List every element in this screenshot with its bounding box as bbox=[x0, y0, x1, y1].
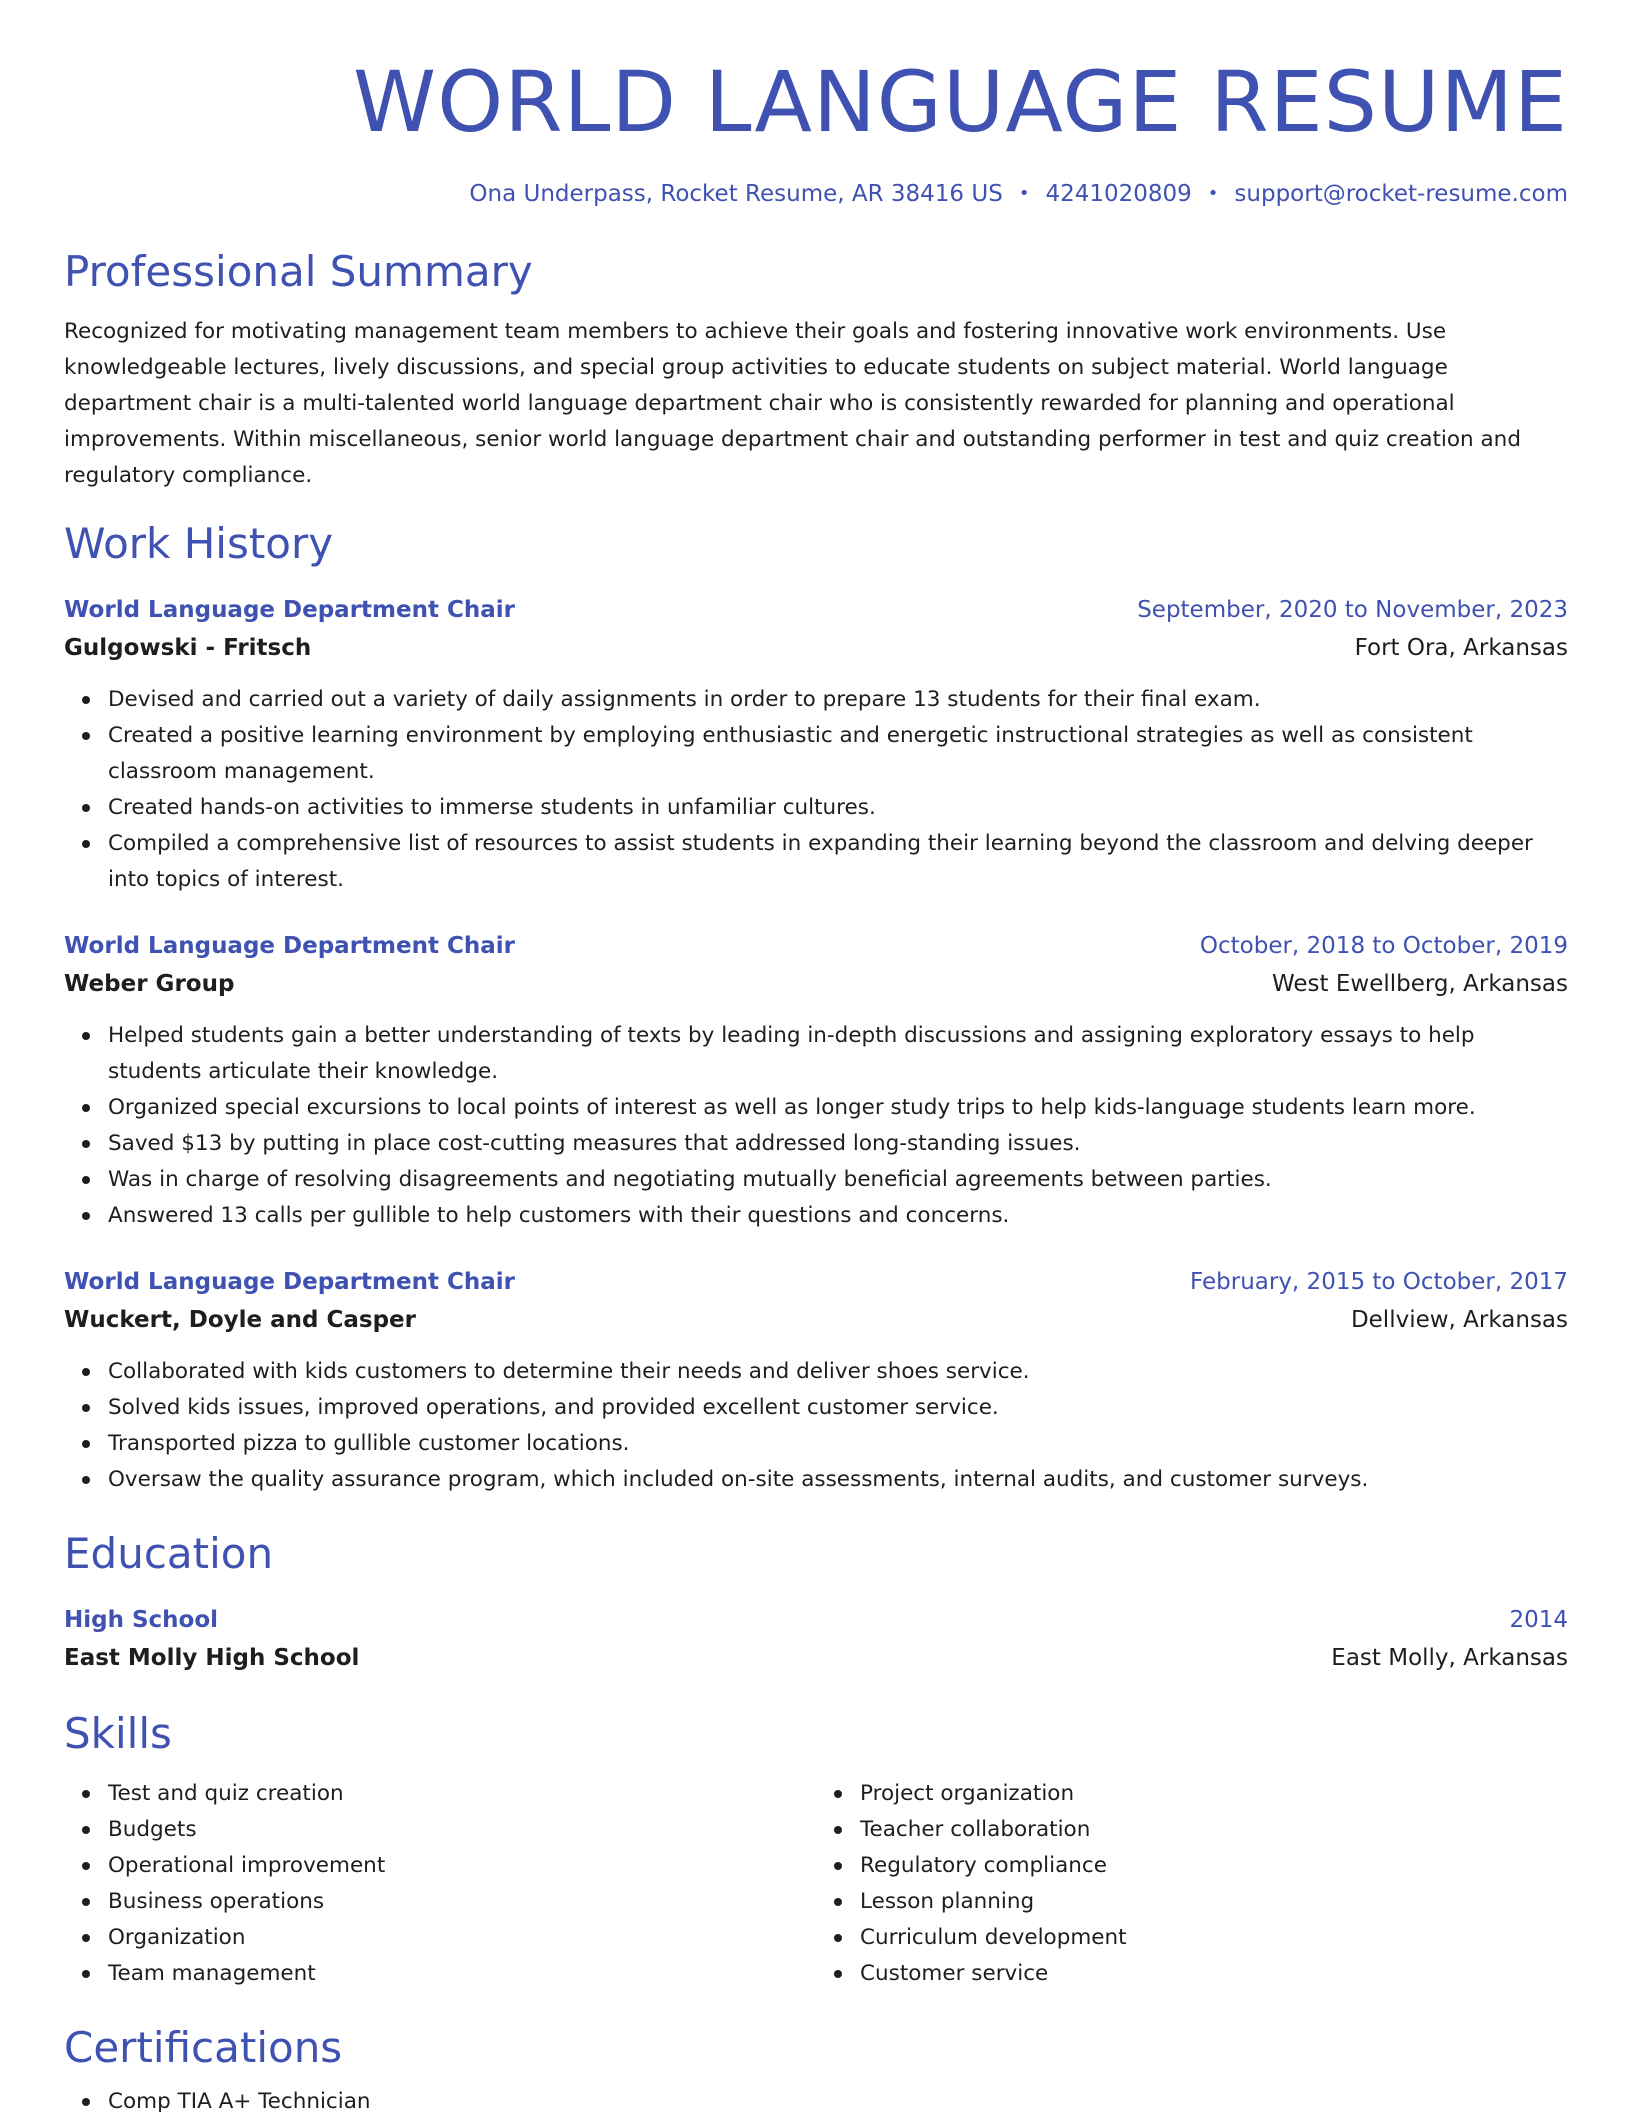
job-employer: Weber Group bbox=[64, 971, 235, 997]
job-header-row bbox=[64, 928, 1568, 964]
job-dates: October, 2018 to October, 2019 bbox=[1199, 933, 1568, 959]
contact-address: Ona Underpass, Rocket Resume, AR 38416 US bbox=[469, 181, 1003, 207]
contact-email: support@rocket-resume.com bbox=[1234, 181, 1568, 207]
job-title: World Language Department Chair bbox=[64, 1269, 515, 1295]
contact-phone: 4241020809 bbox=[1045, 181, 1192, 207]
job-bullets bbox=[64, 682, 1568, 898]
work-history-heading: Work History bbox=[64, 519, 334, 568]
education-entry bbox=[64, 1602, 1568, 1678]
contact-separator: • bbox=[1207, 183, 1219, 204]
education-year: 2014 bbox=[1509, 1607, 1568, 1633]
skill-item: Regulatory compliance bbox=[860, 1848, 1568, 1884]
job-employer-row bbox=[64, 628, 1568, 668]
job-bullet: Created hands-on activities to immerse students in unfamiliar cultures. bbox=[108, 790, 1568, 826]
job-employer-row bbox=[64, 964, 1568, 1004]
skills-heading: Skills bbox=[64, 1709, 172, 1758]
job-bullet: Oversaw the quality assurance program, which included on-site assessments, internal audits, and customer surveys. bbox=[108, 1462, 1568, 1498]
education-location: East Molly, Arkansas bbox=[1331, 1645, 1568, 1671]
job-bullet: Answered 13 calls per gullible to help customers with their questions and concerns. bbox=[108, 1198, 1568, 1234]
job-header-row bbox=[64, 592, 1568, 628]
job-bullet: Saved $13 by putting in place cost-cutting measures that addressed long-standing issues. bbox=[108, 1126, 1568, 1162]
skill-item: Organization bbox=[108, 1920, 816, 1956]
education-degree: High School bbox=[64, 1607, 219, 1633]
job-entry bbox=[64, 1264, 1568, 1498]
job-bullet: Collaborated with kids customers to determine their needs and deliver shoes service. bbox=[108, 1354, 1568, 1390]
skill-item: Business operations bbox=[108, 1884, 816, 1920]
job-bullet: Transported pizza to gullible customer locations. bbox=[108, 1426, 1568, 1462]
job-location: Fort Ora, Arkansas bbox=[1354, 635, 1568, 661]
resume-title: WORLD LANGUAGE RESUME bbox=[353, 53, 1568, 151]
skill-item: Curriculum development bbox=[860, 1920, 1568, 1956]
job-bullet: Was in charge of resolving disagreements and negotiating mutually beneficial agreements between parties. bbox=[108, 1162, 1568, 1198]
skills-list-right bbox=[816, 1776, 1568, 1992]
job-employer: Gulgowski - Fritsch bbox=[64, 635, 312, 661]
certifications-heading: Certifications bbox=[64, 2023, 343, 2072]
skill-item: Operational improvement bbox=[108, 1848, 816, 1884]
contact-line bbox=[64, 178, 1568, 210]
education-header-row bbox=[64, 1602, 1568, 1638]
job-dates: September, 2020 to November, 2023 bbox=[1137, 597, 1568, 623]
summary-heading: Professional Summary bbox=[64, 247, 533, 296]
job-employer: Wuckert, Doyle and Casper bbox=[64, 1307, 416, 1333]
job-location: Dellview, Arkansas bbox=[1350, 1307, 1568, 1333]
job-dates: February, 2015 to October, 2017 bbox=[1190, 1269, 1568, 1295]
summary-text: Recognized for motivating management team members to achieve their goals and fostering innovative work environments. Use knowledgeable lectures, lively discussions, and special group activities to educate students on subject material. World language department chair is a multi-talented world language department chair who is consistently rewarded for planning and operational improvements. Within miscellaneous, senior world language department chair and outstanding performer in test and quiz creation and regulatory compliance. bbox=[64, 319, 1521, 488]
job-bullets bbox=[64, 1018, 1568, 1234]
skill-item: Team management bbox=[108, 1956, 816, 1992]
skill-item: Teacher collaboration bbox=[860, 1812, 1568, 1848]
skills-columns bbox=[64, 1770, 1568, 1992]
job-bullet: Solved kids issues, improved operations, and provided excellent customer service. bbox=[108, 1390, 1568, 1426]
education-school: East Molly High School bbox=[64, 1645, 360, 1671]
education-school-row bbox=[64, 1638, 1568, 1678]
job-title: World Language Department Chair bbox=[64, 933, 515, 959]
job-entry bbox=[64, 928, 1568, 1234]
job-bullet: Helped students gain a better understanding of texts by leading in-depth discussions and assigning exploratory essays to help students articulate their knowledge. bbox=[108, 1018, 1568, 1090]
skill-item: Project organization bbox=[860, 1776, 1568, 1812]
contact-separator: • bbox=[1018, 183, 1030, 204]
job-entry bbox=[64, 592, 1568, 898]
job-bullet: Organized special excursions to local points of interest as well as longer study trips to help kids-language students learn more. bbox=[108, 1090, 1568, 1126]
skill-item: Customer service bbox=[860, 1956, 1568, 1992]
job-location: West Ewellberg, Arkansas bbox=[1272, 971, 1568, 997]
job-bullet: Devised and carried out a variety of daily assignments in order to prepare 13 students for their final exam. bbox=[108, 682, 1568, 718]
certification-item: Comp TIA A+ Technician bbox=[108, 2084, 1568, 2112]
job-employer-row bbox=[64, 1300, 1568, 1340]
skill-item: Lesson planning bbox=[860, 1884, 1568, 1920]
job-bullet: Compiled a comprehensive list of resources to assist students in expanding their learning beyond the classroom and delving deeper into topics of interest. bbox=[108, 826, 1568, 898]
skills-list-left bbox=[64, 1776, 816, 1992]
job-bullets bbox=[64, 1354, 1568, 1498]
job-bullet: Created a positive learning environment by employing enthusiastic and energetic instructional strategies as well as consistent classroom management. bbox=[108, 718, 1568, 790]
skill-item: Test and quiz creation bbox=[108, 1776, 816, 1812]
job-title: World Language Department Chair bbox=[64, 597, 515, 623]
job-header-row bbox=[64, 1264, 1568, 1300]
education-heading: Education bbox=[64, 1529, 274, 1578]
certifications-list bbox=[64, 2084, 1568, 2112]
skill-item: Budgets bbox=[108, 1812, 816, 1848]
